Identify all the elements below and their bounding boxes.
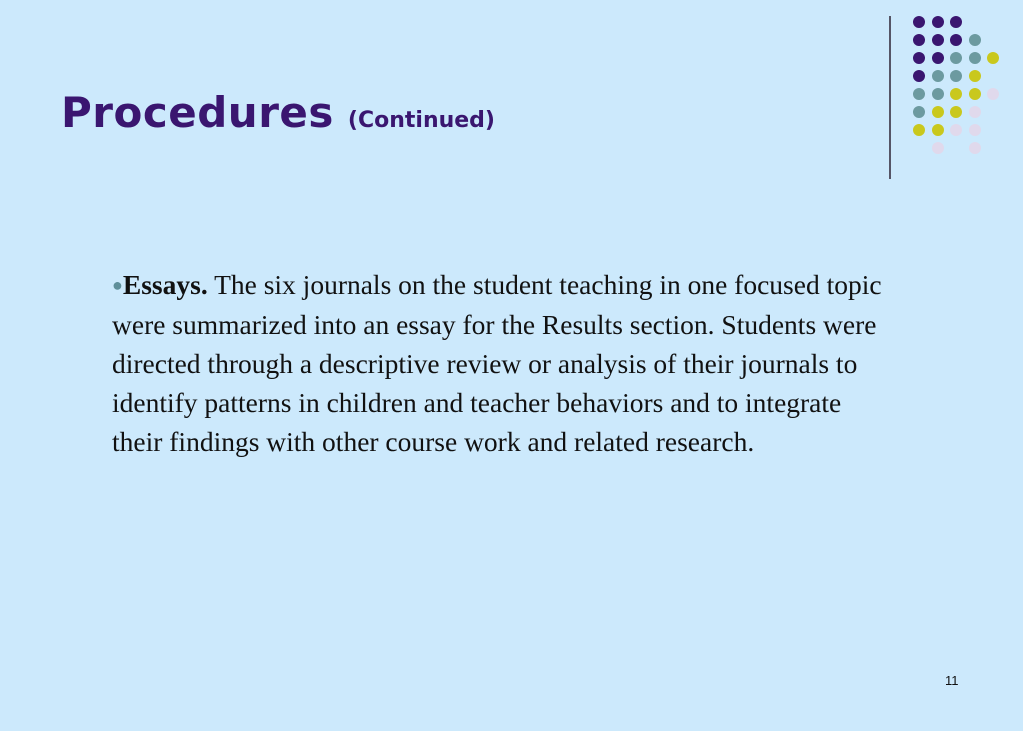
title-main: Procedures [61, 88, 334, 137]
title-subtitle: (Continued) [347, 108, 495, 133]
dot-grid-icon [0, 0, 1023, 200]
bullet-lead: Essays. [122, 269, 208, 300]
bullet-dot-icon: ● [112, 275, 123, 295]
page-number: 11 [945, 673, 959, 688]
bullet-text: The six journals on the student teaching in one focused topic were summarized into an essay for the Results section. Students were directed through a descriptive review or analysis of their journals to identify patterns in children and teacher behaviors and to integrate their findings with other course work and related research. [112, 269, 882, 457]
bullet-item [112, 265, 882, 461]
